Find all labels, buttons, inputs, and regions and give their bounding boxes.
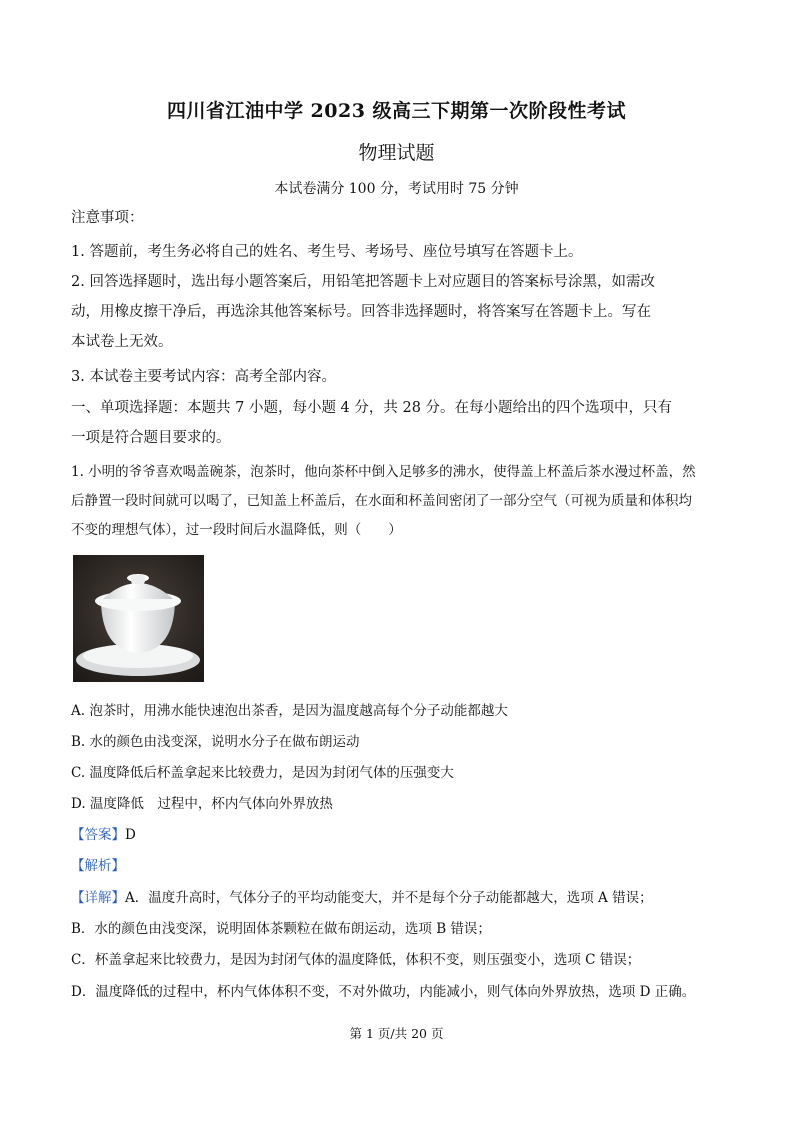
note-item-1: 1. 答题前，考生务必将自己的姓名、考生号、考场号、座位号填写在答题卡上。 — [71, 244, 583, 260]
option-b: B. 水的颜色由浅变深，说明水分子在做布朗运动 — [71, 734, 360, 750]
option-a: A. 泡茶时，用沸水能快速泡出茶香，是因为温度越高每个分子动能都越大 — [71, 703, 508, 719]
gaiwan-teacup-photo — [73, 555, 204, 682]
detail-line-b: B．水的颜色由浅变深，说明固体茶颗粒在做布朗运动，选项 B 错误； — [71, 921, 491, 937]
detail-a-text: A．温度升高时，气体分子的平均动能变大，并不是每个分子动能都越大，选项 A 错误； — [125, 890, 653, 906]
note-item-3: 3. 本试卷主要考试内容：高考全部内容。 — [71, 369, 336, 385]
answer-line — [71, 823, 136, 843]
page-footer: 第 1 页/共 20 页 — [349, 1026, 444, 1041]
notes-heading: 注意事项： — [71, 210, 144, 226]
answer-value: D — [125, 827, 136, 843]
note-item-2-line-3: 本试卷上无效。 — [71, 334, 173, 350]
question-1-line-3: 不变的理想气体），过一段时间后水温降低，则（ ） — [71, 522, 402, 538]
exam-info: 本试卷满分 100 分，考试用时 75 分钟 — [274, 181, 519, 197]
answer-tag: 【答案】 — [71, 827, 125, 843]
analysis-tag: 【解析】 — [71, 858, 125, 874]
exam-title: 四川省江油中学 2023 级高三下期第一次阶段性考试 — [166, 100, 627, 122]
note-item-2-line-2: 动，用橡皮擦干净后，再选涂其他答案标号。回答非选择题时，将答案写在答题卡上。写在 — [71, 304, 651, 320]
detail-line-a — [71, 886, 653, 906]
exam-subject: 物理试题 — [358, 142, 435, 164]
option-d: D. 温度降低 过程中，杯内气体向外界放热 — [71, 796, 333, 812]
note-item-2-line-1: 2. 回答选择题时，选出每小题答案后，用铅笔把答题卡上对应题目的答案标号涂黑，如需改 — [71, 274, 655, 290]
analysis-line — [71, 854, 125, 874]
section-heading-line-2: 一项是符合题目要求的。 — [71, 430, 231, 446]
detail-tag: 【详解】 — [71, 890, 125, 906]
section-heading-line-1: 一、单项选择题：本题共 7 小题，每小题 4 分，共 28 分。在每小题给出的四个选项中，只有 — [71, 400, 673, 416]
question-1-line-2: 后静置一段时间就可以喝了，已知盖上杯盖后，在水面和杯盖间密闭了一部分空气（可视为质量和体积均 — [71, 493, 692, 509]
detail-line-d: D．温度降低的过程中，杯内气体体积不变，不对外做功，内能减小，则气体向外界放热，选项 D 正确。 — [71, 984, 696, 1000]
question-1-line-1: 1. 小明的爷爷喜欢喝盖碗茶，泡茶时，他向茶杯中倒入足够多的沸水，使得盖上杯盖后茶水漫过杯盖，然 — [71, 464, 696, 480]
option-c: C. 温度降低后杯盖拿起来比较费力，是因为封闭气体的压强变大 — [71, 765, 454, 781]
detail-line-c: C．杯盖拿起来比较费力，是因为封闭气体的温度降低，体积不变，则压强变小，选项 C 错误； — [71, 952, 641, 968]
